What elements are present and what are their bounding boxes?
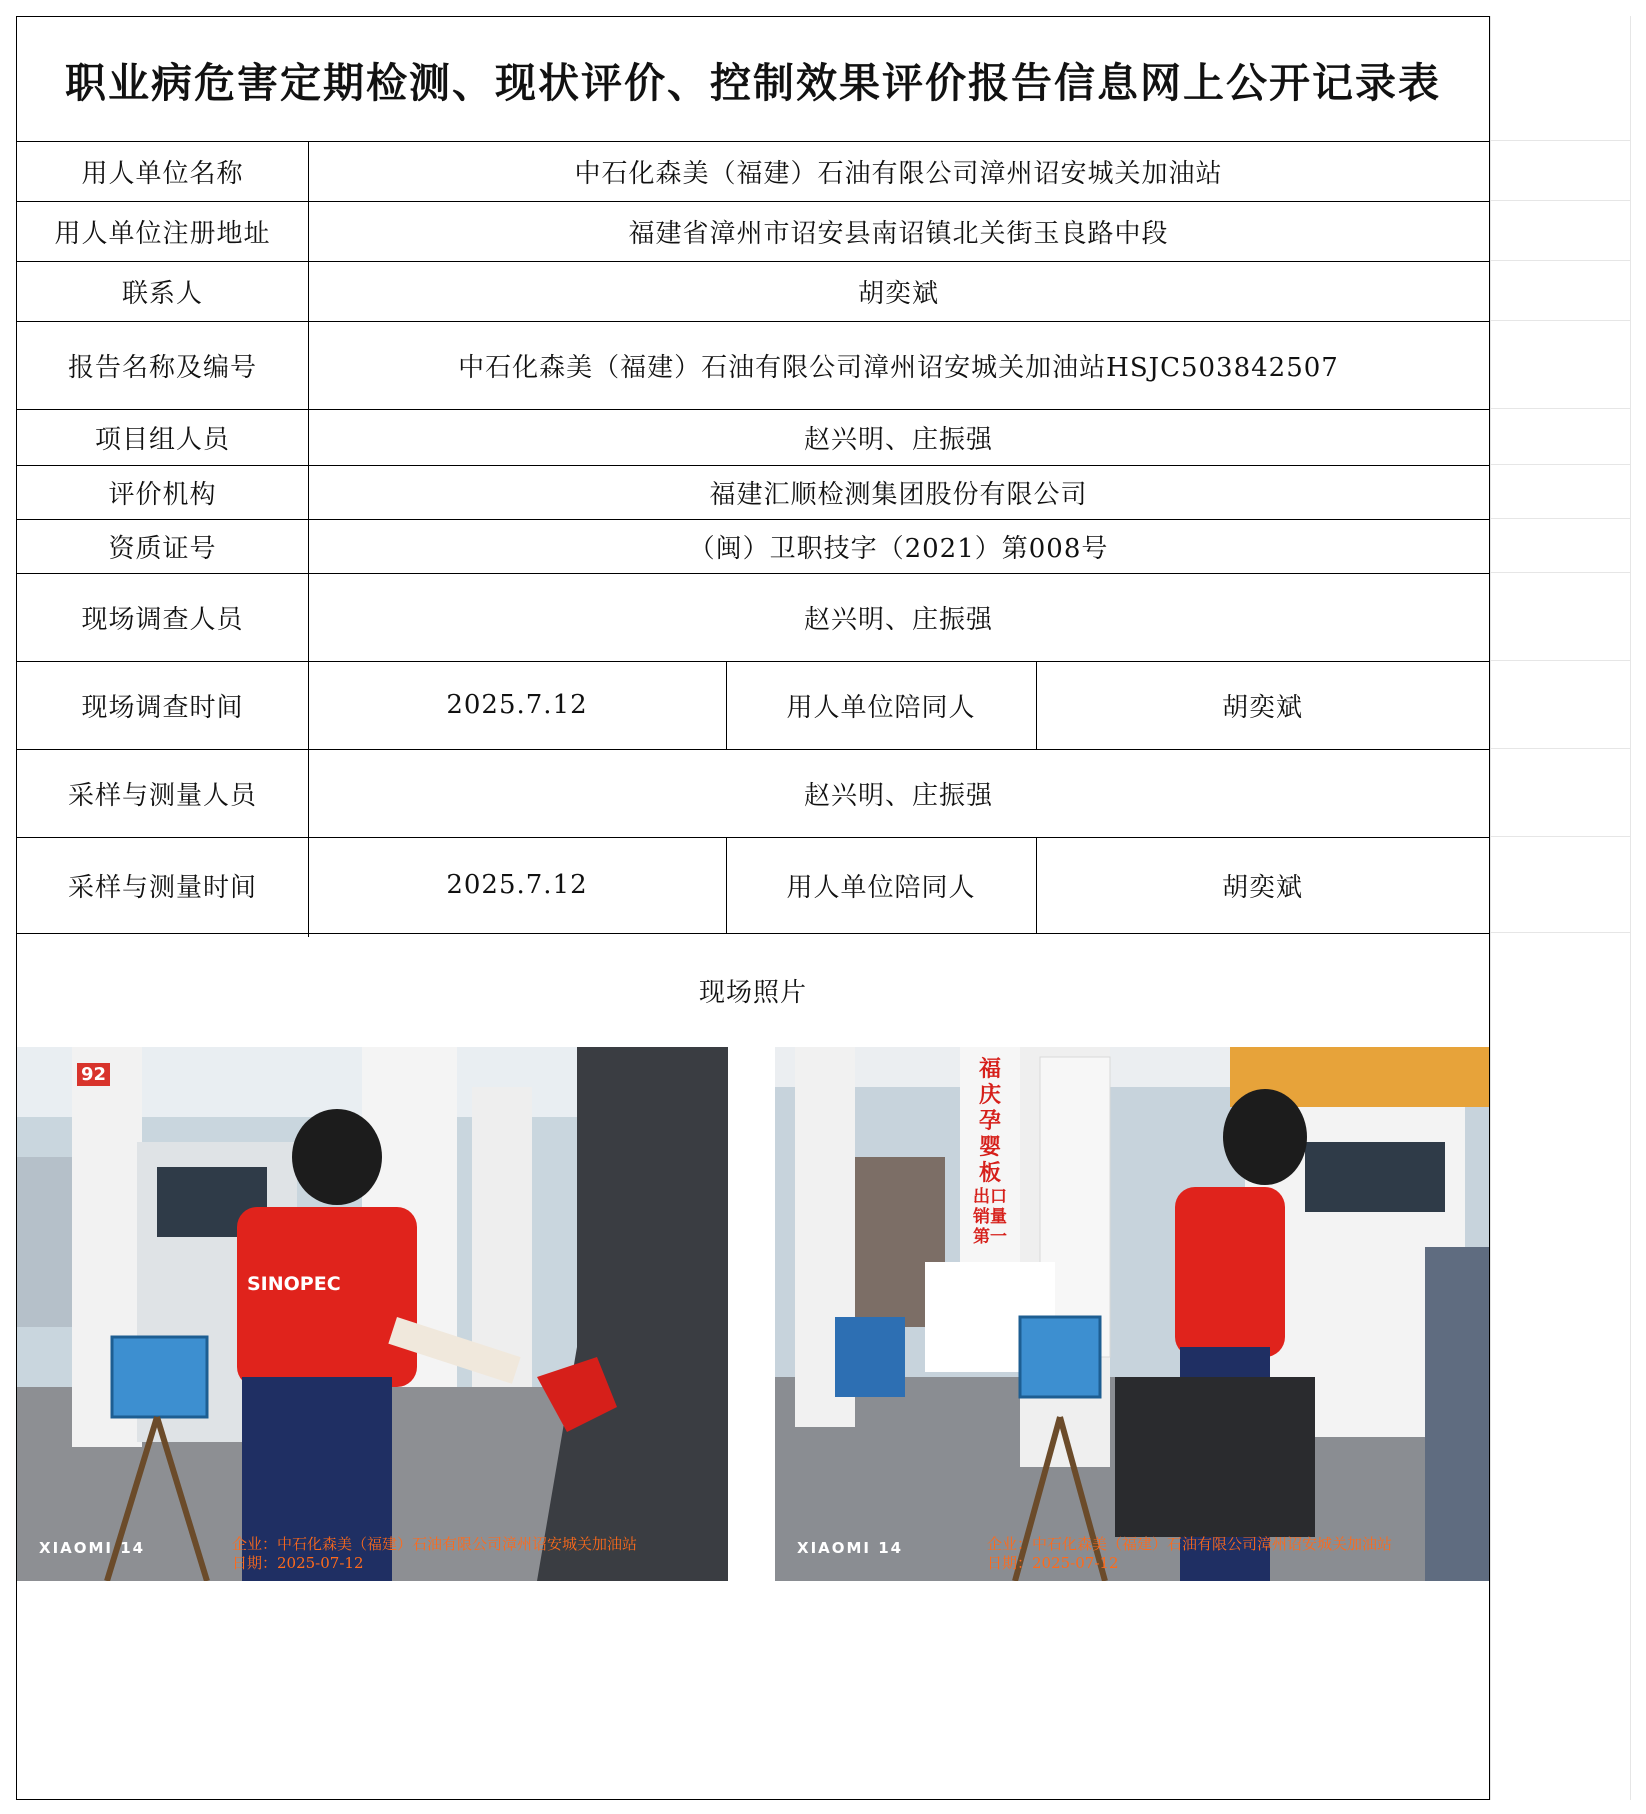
spreadsheet-grid-h [1490,572,1630,573]
record-table [16,16,1490,1800]
site-photo-1-image [17,1047,728,1581]
sampling-staff-label: 采样与测量人员 [67,780,257,811]
photos-heading: 现场照片 [698,977,807,1008]
spreadsheet-grid-h [1490,140,1630,141]
license-label: 资质证号 [108,533,217,564]
license-value: （闽）卫职技字（2021）第008号 [688,533,1109,564]
sampling-staff-value: 赵兴明、庄振强 [803,780,993,811]
project-team-value: 赵兴明、庄振强 [803,424,993,455]
agency-label: 评价机构 [108,479,217,510]
spreadsheet-grid-h [1490,464,1630,465]
spreadsheet-grid-h [1490,408,1630,409]
survey-time-value: 2025.7.12 [446,690,588,720]
employer-address-label: 用人单位注册地址 [54,218,271,249]
employer-address-value: 福建省漳州市诏安县南诏镇北关街玉良路中段 [628,218,1169,249]
report-label: 报告名称及编号 [67,352,257,383]
spreadsheet-grid-h [1490,660,1630,661]
agency-value: 福建汇顺检测集团股份有限公司 [709,479,1088,510]
camera-watermark: XIAOMI 14 [797,1539,904,1557]
camera-watermark: XIAOMI 14 [39,1539,146,1557]
sampling-time-label: 采样与测量时间 [67,872,257,903]
spreadsheet-grid-v [1490,16,1491,1800]
report-value: 中石化森美（福建）石油有限公司漳州诏安城关加油站HSJC503842507 [458,352,1339,383]
survey-escort-value: 胡奕斌 [1221,692,1303,723]
photo-watermark-caption [232,1535,637,1573]
survey-staff-label: 现场调查人员 [81,604,244,635]
sampling-escort-label: 用人单位陪同人 [786,872,976,903]
spreadsheet-grid-h [1490,836,1630,837]
survey-escort-label: 用人单位陪同人 [786,692,976,723]
sign-text-secondary: 出口销量第一 [973,1187,1007,1247]
sampling-time-value: 2025.7.12 [446,870,588,900]
employer-name-label: 用人单位名称 [81,158,244,189]
photo-date-line: 日期：2025-07-12 [987,1554,1119,1572]
site-photo-1 [17,1047,728,1581]
page-title: 职业病危害定期检测、现状评价、控制效果评价报告信息网上公开记录表 [65,58,1441,107]
sampling-escort-value: 胡奕斌 [1221,872,1303,903]
project-team-label: 项目组人员 [94,424,230,455]
spreadsheet-grid-h [1490,748,1630,749]
site-photo-2-image [775,1047,1489,1581]
pump-label: 92 [77,1063,110,1086]
sign-text: SINOPEC [247,1273,341,1295]
spreadsheet-grid-h [1490,200,1630,201]
contact-value: 胡奕斌 [857,278,939,309]
photo-company-line: 企业：中石化森美（福建）石油有限公司漳州诏安城关加油站 [987,1535,1393,1553]
survey-staff-value: 赵兴明、庄振强 [803,604,993,635]
site-photo-2 [775,1047,1489,1581]
photo-watermark-caption [987,1535,1392,1573]
photo-company-line: 企业：中石化森美（福建）石油有限公司漳州诏安城关加油站 [232,1535,638,1553]
sign-text: 福庆孕婴板 [978,1057,1001,1186]
spreadsheet-grid-h [1490,932,1630,933]
contact-label: 联系人 [121,278,203,309]
survey-time-label: 现场调查时间 [81,692,244,723]
employer-name-value: 中石化森美（福建）石油有限公司漳州诏安城关加油站 [574,158,1223,189]
spreadsheet-grid-h [1490,518,1630,519]
photo-date-line: 日期：2025-07-12 [232,1554,364,1572]
spreadsheet-grid-h [1490,260,1630,261]
spreadsheet-grid-h [1490,320,1630,321]
spreadsheet-grid-v2 [1630,16,1631,1800]
